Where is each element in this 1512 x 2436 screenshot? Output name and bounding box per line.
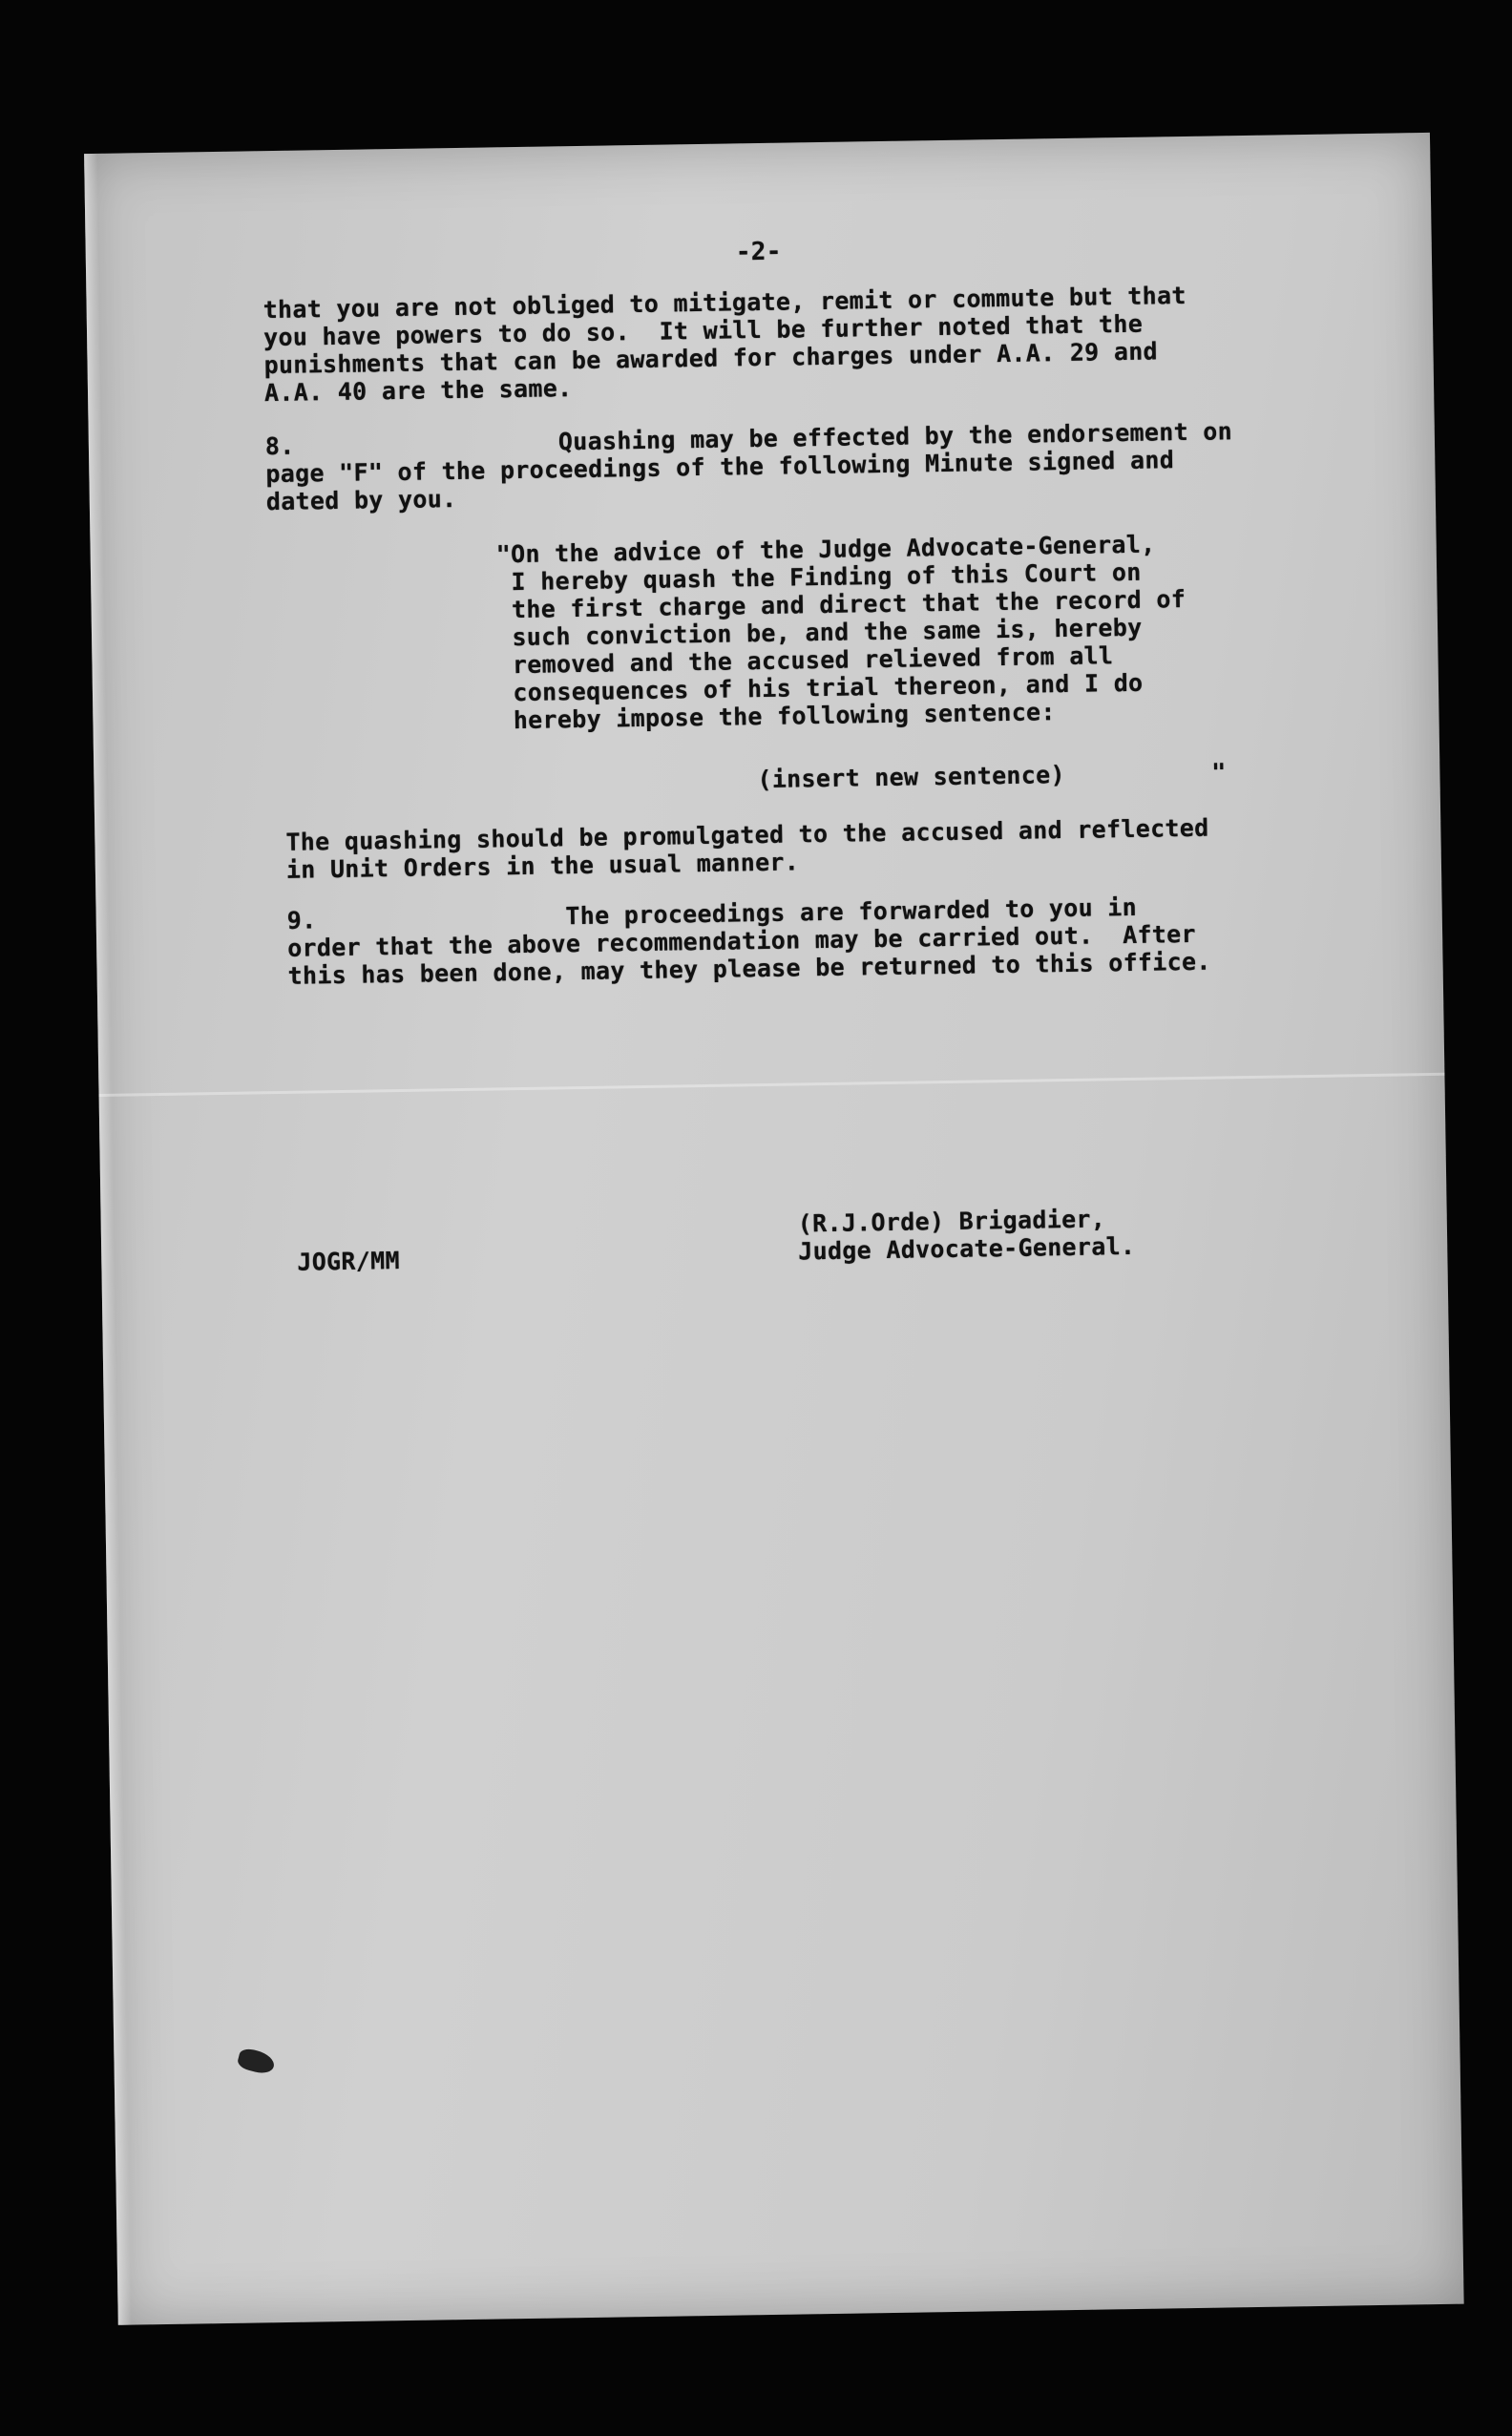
paragraph-9: 9. The proceedings are forwarded to you in order that the above recommendation may be carried out. After this has been done, may they please be returned to this office. (286, 892, 1211, 990)
paragraph-continuation: that you are not obliged to mitigate, remit or commute but that you have powers to do so. It will be further noted that the punishments that can be awarded for charges under A.A. 29 and A.A. 40 are the same. (262, 281, 1186, 408)
paragraph-quashing: The quashing should be promulgated to the accused and reflected in Unit Orders in the usual manner. (285, 813, 1209, 884)
insert-sentence-line: (insert new sentence) " (757, 758, 1227, 794)
ink-blot (236, 2047, 276, 2076)
document-page (84, 133, 1464, 2325)
signature-block: (R.J.Orde) Brigadier, Judge Advocate-General. (797, 1205, 1136, 1266)
minute-quote: "On the advice of the Judge Advocate-General, I hereby quash the Finding of this Court on the first charge and direct that the record of such conviction be, and the same is, hereby removed and the accused relieved from all consequences of his trial thereon, and I do hereby impose the following sentence: (495, 530, 1186, 735)
page-number: -2- (735, 237, 782, 267)
reference-initials: JOGR/MM (297, 1247, 401, 1276)
paragraph-8: 8. Quashing may be effected by the endorsement on page "F" of the proceedings of the following Minute signed and dated by you. (264, 417, 1233, 516)
